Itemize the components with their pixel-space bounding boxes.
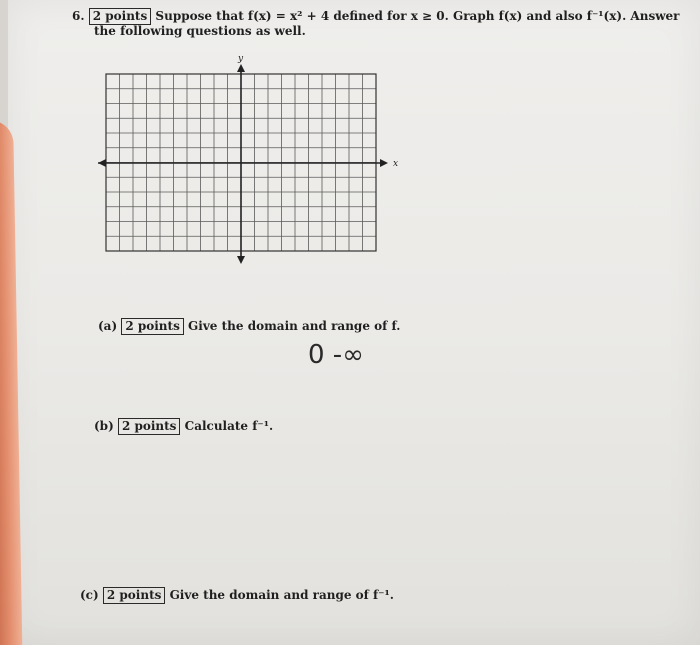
x-axis-left-arrow	[98, 159, 106, 167]
problem-points-badge: 2 points	[89, 8, 152, 25]
y-axis-up-arrow	[237, 64, 245, 72]
part-b-points-badge: 2 points	[118, 418, 181, 435]
part-b-text: Calculate f⁻¹.	[184, 419, 274, 433]
part-a	[98, 318, 400, 335]
part-c-label: (c)	[80, 588, 99, 602]
part-c-text: Give the domain and range of f⁻¹.	[169, 588, 394, 602]
part-c	[80, 587, 394, 604]
y-axis-down-arrow	[237, 256, 245, 264]
problem-statement-line1: Suppose that f(x) = x² + 4 defined for x ≥ 0. Graph f(x) and also f⁻¹(x). Answer	[155, 9, 680, 23]
part-b	[94, 418, 273, 435]
problem-statement-continued	[94, 24, 306, 38]
problem-header	[72, 8, 680, 25]
part-b-label: (b)	[94, 419, 114, 433]
worksheet-page	[8, 0, 700, 645]
part-a-points-badge: 2 points	[121, 318, 184, 335]
part-a-handwritten-answer: 0 -∞	[308, 340, 364, 370]
problem-number: 6.	[72, 9, 85, 23]
part-a-text: Give the domain and range of f.	[188, 319, 401, 333]
graph-grid	[88, 52, 418, 277]
y-axis-label: y	[238, 54, 244, 64]
part-a-label: (a)	[98, 319, 118, 333]
part-c-points-badge: 2 points	[103, 587, 166, 604]
problem-statement-line2: the following questions as well.	[94, 24, 306, 38]
x-axis-label: x	[393, 159, 399, 169]
x-axis-right-arrow	[380, 159, 388, 167]
